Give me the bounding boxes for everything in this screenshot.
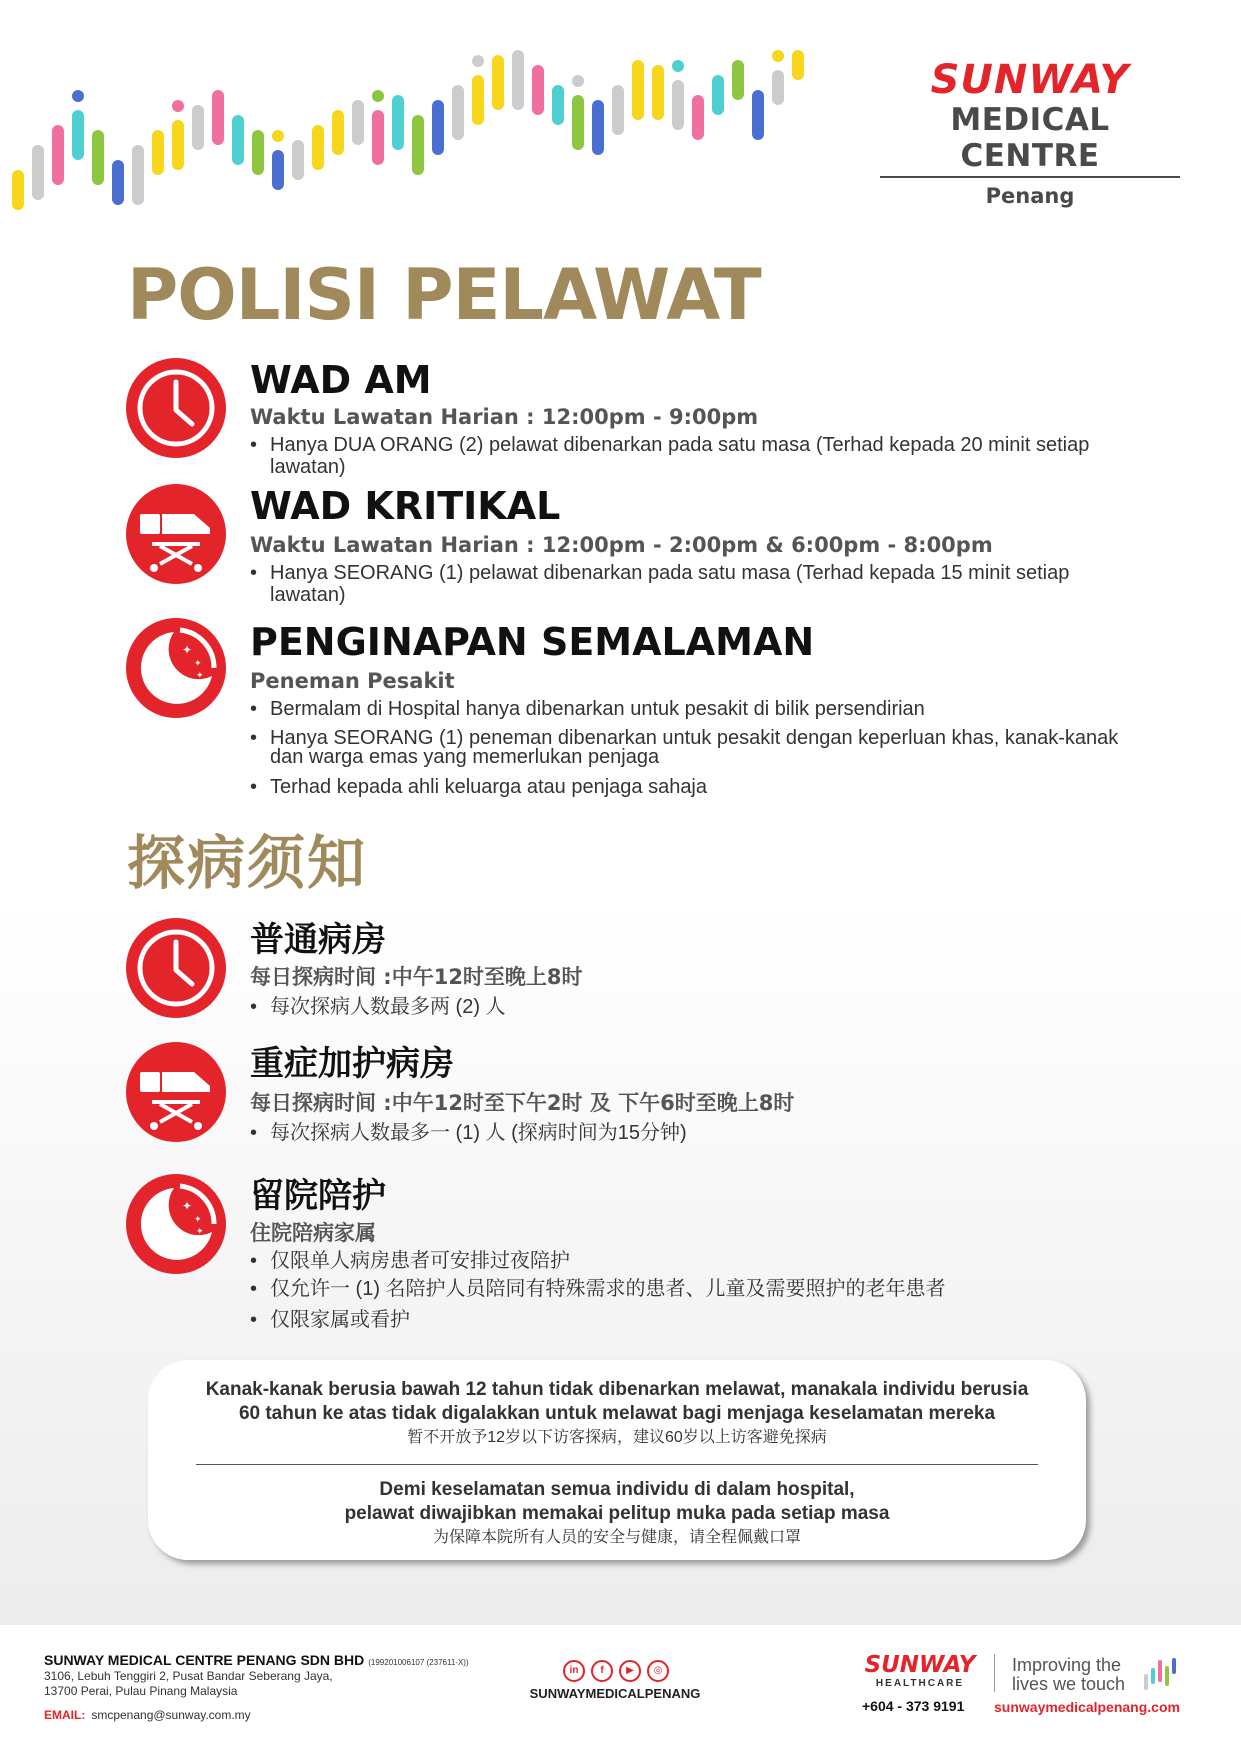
decorative-bars <box>0 30 820 230</box>
tagline-bars-icon <box>1142 1656 1178 1696</box>
notice-text: Demi keselamatan semua individu di dalam hospital, <box>379 1479 855 1500</box>
moon-icon <box>126 618 226 718</box>
decorative-bar <box>332 110 344 155</box>
notice-text-chinese: 为保障本院所有人员的安全与健康，请全程佩戴口罩 <box>432 1529 801 1546</box>
sunway-healthcare-logo: SUNWAY HEALTHCARE <box>864 1652 976 1689</box>
decorative-bar <box>452 85 464 140</box>
decorative-bar <box>252 130 264 175</box>
linkedin-icon[interactable]: in <box>563 1660 585 1682</box>
decorative-bar <box>412 115 424 175</box>
decorative-bar <box>172 120 184 170</box>
svg-text:✦: ✦ <box>182 1199 193 1213</box>
decorative-dot <box>472 55 484 67</box>
decorative-bar <box>732 60 744 100</box>
decorative-bar <box>772 70 784 105</box>
decorative-dot <box>72 90 84 102</box>
decorative-dot <box>772 50 784 62</box>
decorative-dot <box>372 90 384 102</box>
decorative-bar <box>712 75 724 115</box>
youtube-icon[interactable]: ▶ <box>619 1660 641 1682</box>
decorative-bar <box>272 150 284 190</box>
decorative-dot <box>672 60 684 72</box>
hospital-bed-icon <box>126 1042 226 1142</box>
website-link[interactable]: sunwaymedicalpenang.com <box>994 1699 1180 1715</box>
sunway-medical-logo <box>880 58 1180 208</box>
decorative-bar <box>312 125 324 170</box>
decorative-bar <box>512 50 524 110</box>
notice-text-chinese: 暂不开放予12岁以下访客探病，建议60岁以上访客避免探病 <box>407 1429 827 1446</box>
decorative-dot <box>572 75 584 87</box>
decorative-bar <box>152 130 164 175</box>
decorative-bar <box>552 85 564 125</box>
footer-divider <box>994 1654 995 1692</box>
visiting-hours: Waktu Lawatan Harian : 12:00pm - 9:00pm <box>250 405 759 429</box>
subheading: 住院陪病家属 <box>250 1221 376 1245</box>
instagram-icon[interactable]: ◎ <box>647 1660 669 1682</box>
decorative-bar <box>792 50 804 80</box>
list-item: • 仅允许一 (1) 名陪护人员陪同有特殊需求的患者、儿童及需要照护的老年患者 <box>250 1278 1130 1300</box>
decorative-bar <box>532 65 544 115</box>
svg-text:✦: ✦ <box>196 1226 204 1236</box>
decorative-bar <box>672 80 684 130</box>
page-title-chinese: 探病须知 <box>127 829 368 897</box>
company-name: SUNWAY MEDICAL CENTRE PENANG SDN BHD (199201006107 (237611-X)) <box>44 1652 469 1668</box>
list-item: • 每次探病人数最多两 (2) 人 <box>250 996 1130 1018</box>
divider <box>196 1464 1038 1465</box>
section-heading: 重症加护病房 <box>250 1044 454 1084</box>
logo-location: Penang <box>985 184 1075 208</box>
facebook-icon[interactable]: f <box>591 1660 613 1682</box>
decorative-bar <box>372 110 384 165</box>
moon-icon <box>126 1174 226 1274</box>
decorative-bar <box>632 60 644 120</box>
company-address: 3106, Lebuh Tenggiri 2, Pusat Bandar Seberang Jaya, 13700 Perai, Pulau Pinang Malaysia <box>44 1669 333 1698</box>
visiting-hours: 每日探病时间 :中午12时至下午2时 及 下午6时至晚上8时 <box>250 1091 795 1115</box>
list-item: • Hanya SEORANG (1) peneman dibenarkan untuk pesakit dengan keperluan khas, kanak-kanak <box>250 727 1130 749</box>
decorative-bar <box>292 140 304 180</box>
list-item: • 仅限家属或看护 <box>250 1309 1130 1331</box>
decorative-bar <box>32 145 44 200</box>
decorative-bar <box>92 130 104 185</box>
notice-text: Kanak-kanak berusia bawah 12 tahun tidak dibenarkan melawat, manakala individu berusia <box>205 1379 1029 1400</box>
decorative-bar <box>192 105 204 150</box>
visiting-hours: Waktu Lawatan Harian : 12:00pm - 2:00pm & 6:00pm - 8:00pm <box>250 533 993 557</box>
decorative-bar <box>132 145 144 205</box>
email-link[interactable]: smcpenang@sunway.com.my <box>91 1708 251 1722</box>
svg-text:✦: ✦ <box>194 1214 202 1224</box>
decorative-dot <box>172 100 184 112</box>
notice-text: pelawat diwajibkan memakai pelitup muka pada setiap masa <box>344 1503 890 1524</box>
section-heading: WAD KRITIKAL <box>250 484 561 528</box>
decorative-bar <box>112 160 124 205</box>
decorative-bar <box>232 115 244 165</box>
tagline: Improving the lives we touch <box>1012 1655 1126 1694</box>
social-icons <box>560 1660 672 1682</box>
list-item: • Bermalam di Hospital hanya dibenarkan untuk pesakit di bilik persendirian <box>250 698 1130 720</box>
decorative-bar <box>472 75 484 125</box>
decorative-bar <box>352 100 364 145</box>
decorative-bar <box>72 110 84 160</box>
decorative-bar <box>692 95 704 140</box>
decorative-bar <box>752 90 764 140</box>
list-item: • 仅限单人病房患者可安排过夜陪护 <box>250 1250 1130 1272</box>
notice-text: 60 tahun ke atas tidak digalakkan untuk melawat bagi menjaga keselamatan mereka <box>238 1403 996 1424</box>
visiting-hours: 每日探病时间 :中午12时至晚上8时 <box>250 965 583 989</box>
decorative-bar <box>572 95 584 150</box>
section-heading: PENGINAPAN SEMALAMAN <box>250 620 815 664</box>
decorative-bar <box>652 65 664 120</box>
email: EMAIL: smcpenang@sunway.com.my <box>44 1708 251 1722</box>
decorative-bar <box>212 90 224 145</box>
clock-icon <box>126 918 226 1018</box>
decorative-bar <box>52 125 64 185</box>
list-item: • 每次探病人数最多一 (1) 人 (探病时间为15分钟) <box>250 1122 1130 1144</box>
decorative-bar <box>392 95 404 150</box>
clock-icon <box>126 358 226 458</box>
logo-brand: SUNWAY <box>930 57 1130 103</box>
section-heading: 留院陪护 <box>250 1176 386 1216</box>
list-item: • Terhad kepada ahli keluarga atau penjaga sahaja <box>250 776 1130 798</box>
notice-box <box>148 1360 1086 1560</box>
svg-text:✦: ✦ <box>196 670 204 680</box>
decorative-bar <box>592 100 604 155</box>
subheading: Peneman Pesakit <box>250 669 455 693</box>
phone-number[interactable]: +604 - 373 9191 <box>862 1698 965 1714</box>
decorative-bar <box>492 55 504 110</box>
decorative-bar <box>612 85 624 135</box>
hospital-bed-icon <box>126 484 226 584</box>
list-item-continuation: dan warga emas yang memerlukan penjaga <box>270 746 660 768</box>
svg-text:✦: ✦ <box>194 658 202 668</box>
decorative-bar <box>432 100 444 155</box>
logo-name: MEDICAL CENTRE <box>880 102 1180 178</box>
svg-text:✦: ✦ <box>182 643 193 657</box>
social-handle: SUNWAYMEDICALPENANG <box>529 1686 701 1701</box>
list-item: • Hanya DUA ORANG (2) pelawat dibenarkan pada satu masa (Terhad kepada 20 minit setiap lawatan) <box>250 434 1130 478</box>
decorative-bar <box>12 170 24 210</box>
section-heading: WAD AM <box>250 358 432 402</box>
decorative-dot <box>272 130 284 142</box>
page-title: POLISI PELAWAT <box>127 254 761 336</box>
section-heading: 普通病房 <box>250 920 386 960</box>
list-item: • Hanya SEORANG (1) pelawat dibenarkan pada satu masa (Terhad kepada 15 minit setiap lawatan) <box>250 562 1130 606</box>
